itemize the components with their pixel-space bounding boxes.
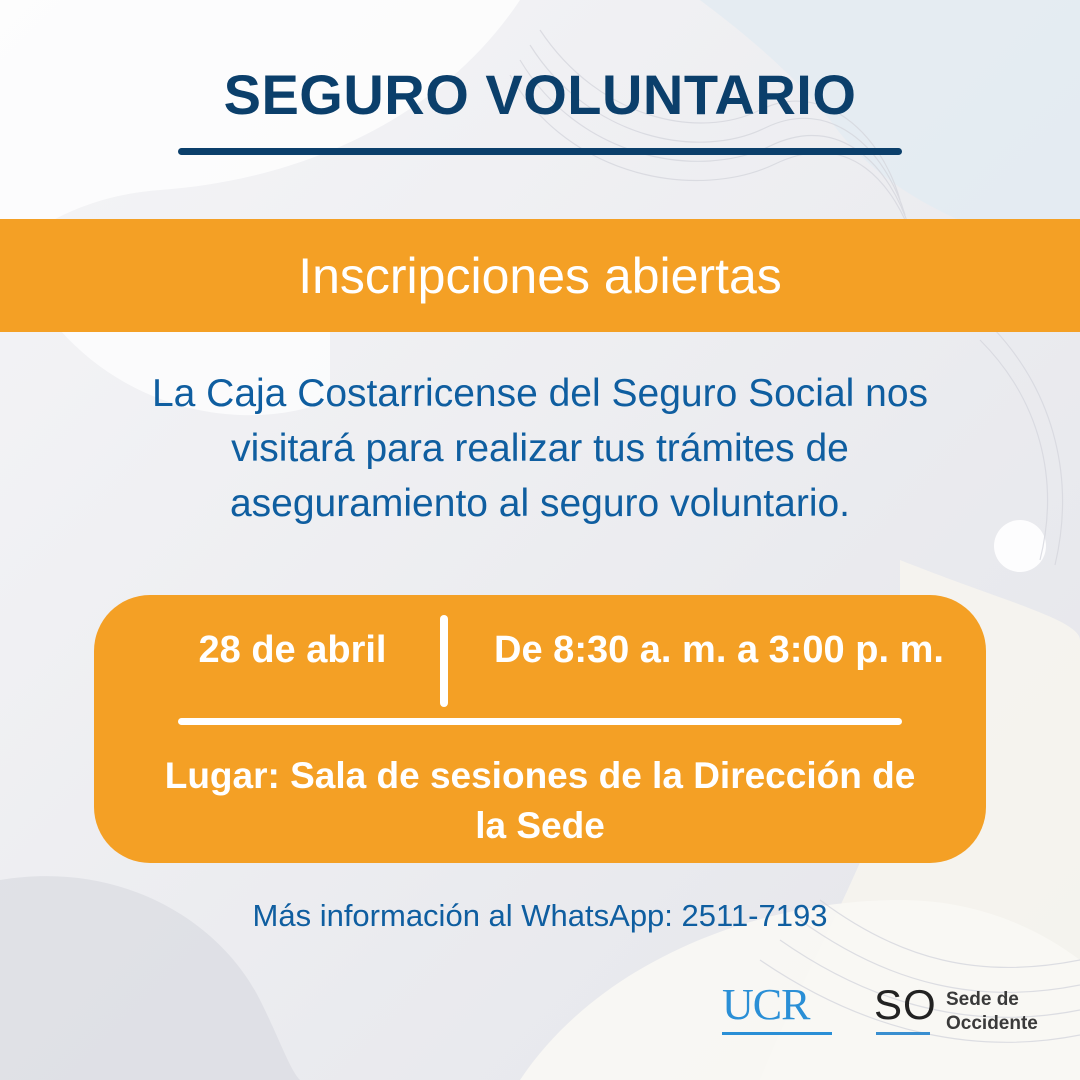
description xyxy=(90,366,990,531)
event-place-line: Lugar: Sala de sesiones de la Dirección de xyxy=(164,755,916,796)
so-logo-mark: SO xyxy=(874,981,937,1028)
title-underline xyxy=(178,148,902,155)
so-logo-text-line: Occidente xyxy=(946,1013,1038,1034)
ucr-logo xyxy=(722,982,834,1042)
ucr-logo-underline xyxy=(722,1032,832,1035)
so-logo-text xyxy=(946,988,1038,1036)
page-title: SEGURO VOLUNTARIO xyxy=(223,63,857,126)
vertical-divider xyxy=(440,615,448,707)
banner-text: Inscripciones abiertas xyxy=(298,247,782,304)
description-line: La Caja Costarricense del Seguro Social nos xyxy=(151,372,929,415)
description-line: visitará para realizar tus trámites de xyxy=(231,427,849,470)
announcement-banner xyxy=(0,219,1080,332)
event-details-box xyxy=(94,595,986,863)
event-date: 28 de abril xyxy=(198,629,387,671)
sede-occidente-logo xyxy=(874,981,1064,1044)
event-place xyxy=(114,751,966,851)
contact-info: Más información al WhatsApp: 2511-7193 xyxy=(252,898,828,933)
so-logo-underline xyxy=(876,1032,930,1035)
so-logo-text-line: Sede de xyxy=(946,989,1019,1010)
horizontal-divider xyxy=(178,718,902,725)
event-time: De 8:30 a. m. a 3:00 p. m. xyxy=(494,629,944,671)
description-line: aseguramiento al seguro voluntario. xyxy=(229,482,851,525)
event-place-line: la Sede xyxy=(475,805,605,846)
ucr-logo-text: UCR xyxy=(722,980,810,1029)
